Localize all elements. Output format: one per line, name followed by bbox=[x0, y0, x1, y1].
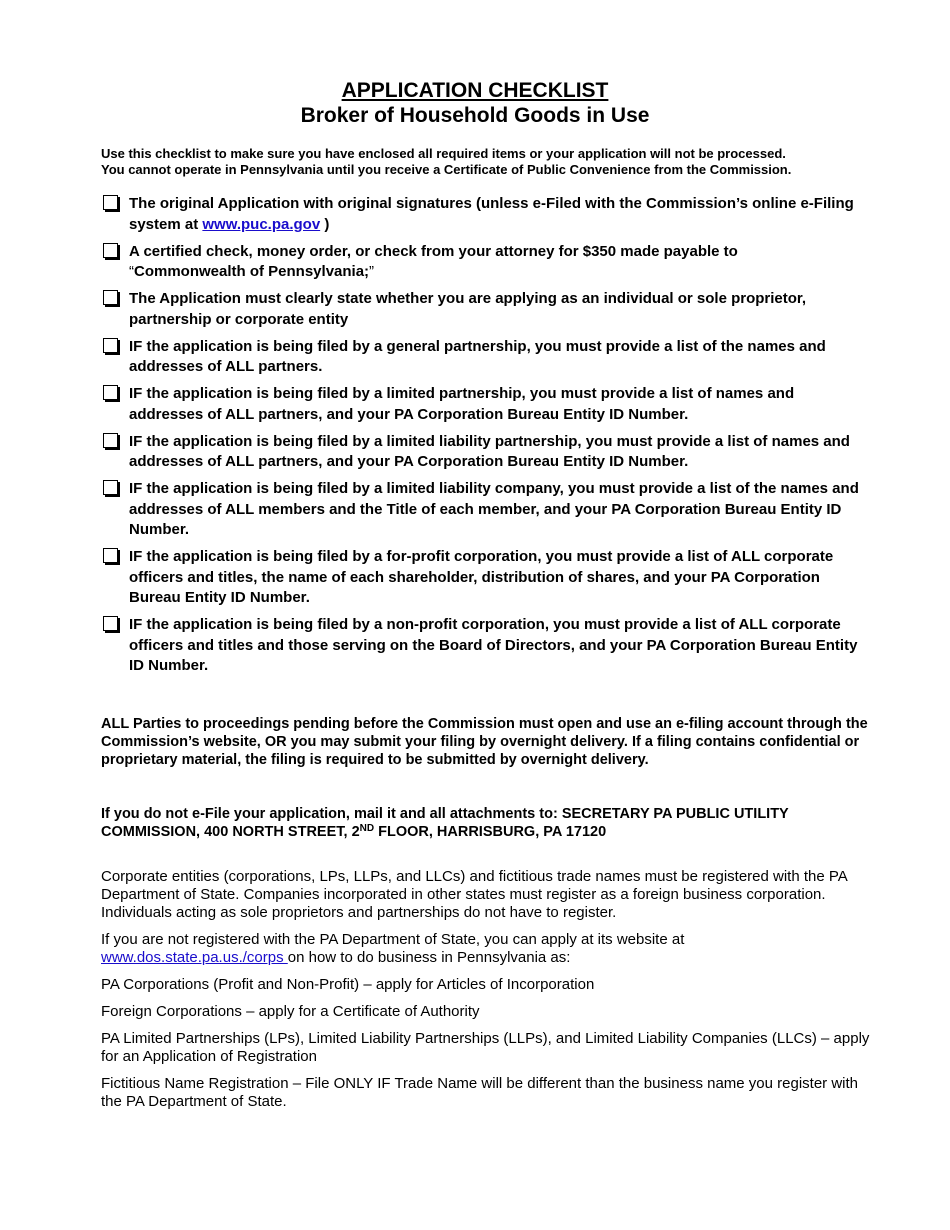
checklist-item bbox=[101, 194, 871, 235]
efiling-notice: ALL Parties to proceedings pending before the Commission must open and use an e-filing account through the Commission’s website, OR you may submit your filing by overnight delivery. If a filing contains confidential or proprietary material, the filing is required to be submitted by overnight delivery. bbox=[101, 716, 868, 768]
checklist-item-text: IF the application is being filed by a non-profit corporation, you must provide a list of ALL corporate officers and titles and those serving on the Board of Directors, and your PA Corporation Bureau Entity ID Number. bbox=[129, 616, 858, 674]
mailing-address bbox=[101, 805, 871, 841]
dos-website-link[interactable]: www.dos.state.pa.us./corps bbox=[101, 949, 288, 966]
intro-text bbox=[101, 146, 881, 178]
mailing-address-end: FLOOR, HARRISBURG, PA 17120 bbox=[374, 824, 607, 840]
checklist-item bbox=[101, 384, 871, 425]
checkbox-icon[interactable] bbox=[103, 290, 118, 305]
checklist-item-text: IF the application is being filed by a for-profit corporation, you must provide a list of ALL corporate officers and titles, the name of each shareholder, distribution of shares, and your PA Corporation Bureau Entity ID Number. bbox=[129, 548, 834, 606]
checkbox-icon[interactable] bbox=[103, 195, 118, 210]
quote-open: “ bbox=[129, 263, 134, 280]
title-line-1: APPLICATION CHECKLIST bbox=[341, 79, 609, 102]
checklist-item bbox=[101, 547, 871, 609]
intro-line-1: Use this checklist to make sure you have enclosed all required items or your application will not be processed. bbox=[101, 146, 786, 161]
intro-line-2: You cannot operate in Pennsylvania until you receive a Certificate of Public Convenience from the Commission. bbox=[101, 162, 792, 177]
checklist-item bbox=[101, 289, 871, 330]
checklist bbox=[101, 194, 871, 683]
checklist-item-text: IF the application is being filed by a general partnership, you must provide a list of the names and addresses of ALL partners. bbox=[129, 337, 826, 375]
checklist-item bbox=[101, 615, 871, 677]
puc-website-link[interactable]: www.puc.pa.gov bbox=[202, 215, 321, 233]
registration-apply-end: on how to do business in Pennsylvania as: bbox=[287, 949, 571, 966]
checklist-item-text-end: ) bbox=[320, 215, 330, 233]
checklist-item bbox=[101, 432, 871, 473]
fictitious-name-text: Fictitious Name Registration – File ONLY IF Trade Name will be different than the business name you register with the PA Department of State. bbox=[101, 1075, 859, 1110]
checkbox-icon[interactable] bbox=[103, 243, 118, 258]
mailing-address-text: If you do not e-File your application, mail it and all attachments to: SECRETARY PA PUBLIC UTILITY COMMISSION, 400 NORTH STREET, 2 bbox=[101, 806, 789, 840]
registration-requirement: Corporate entities (corporations, LPs, LLPs, and LLCs) and fictitious trade names must be registered with the PA Department of State. Companies incorporated in other states must register as a foreign business corporation. Individuals acting as sole proprietors and partnerships do not have to register. bbox=[101, 868, 847, 921]
quote-close: ” bbox=[369, 263, 375, 280]
checklist-item bbox=[101, 337, 871, 378]
checklist-item bbox=[101, 479, 871, 541]
registration-apply-text: If you are not registered with the PA Department of State, you can apply at its website at bbox=[101, 931, 685, 948]
checklist-item-text: IF the application is being filed by a limited liability partnership, you must provide a list of names and addresses of ALL partners, and your PA Corporation Bureau Entity ID Number. bbox=[129, 432, 850, 470]
foreign-corporations-text: Foreign Corporations – apply for a Certificate of Authority bbox=[101, 1003, 480, 1020]
pa-corporations-text: PA Corporations (Profit and Non-Profit) – apply for Articles of Incorporation bbox=[101, 976, 595, 993]
checkbox-icon[interactable] bbox=[103, 616, 118, 631]
page-title bbox=[0, 78, 950, 128]
pa-limited-entities-text: PA Limited Partnerships (LPs), Limited Liability Partnerships (LLPs), and Limited Liability Companies (LLCs) – apply for an Application of Registration bbox=[101, 1030, 870, 1065]
payee-name: Commonwealth of Pennsylvania; bbox=[134, 263, 370, 280]
checklist-item-text: IF the application is being filed by a limited partnership, you must provide a list of names and addresses of ALL partners, and your PA Corporation Bureau Entity ID Number. bbox=[129, 385, 795, 423]
checkbox-icon[interactable] bbox=[103, 385, 118, 400]
checkbox-icon[interactable] bbox=[103, 338, 118, 353]
floor-superscript: ND bbox=[359, 823, 375, 834]
checkbox-icon[interactable] bbox=[103, 480, 118, 495]
checklist-item-text: IF the application is being filed by a limited liability company, you must provide a list of the names and addresses of ALL members and the Title of each member, and your PA Corporation Bureau Entity ID Number. bbox=[129, 480, 859, 538]
checklist-item-text: A certified check, money order, or check from your attorney for $350 made payable to bbox=[129, 242, 738, 260]
checklist-item-text: The original Application with original signatures (unless e-Filed with the Commission’s online e-Filing system at bbox=[129, 195, 854, 233]
checkbox-icon[interactable] bbox=[103, 548, 118, 563]
checkbox-icon[interactable] bbox=[103, 433, 118, 448]
checklist-item bbox=[101, 242, 871, 283]
checklist-item-text: The Application must clearly state whether you are applying as an individual or sole proprietor, partnership or corporate entity bbox=[129, 290, 807, 328]
title-line-2: Broker of Household Goods in Use bbox=[300, 104, 650, 127]
registration-apply bbox=[101, 931, 871, 967]
